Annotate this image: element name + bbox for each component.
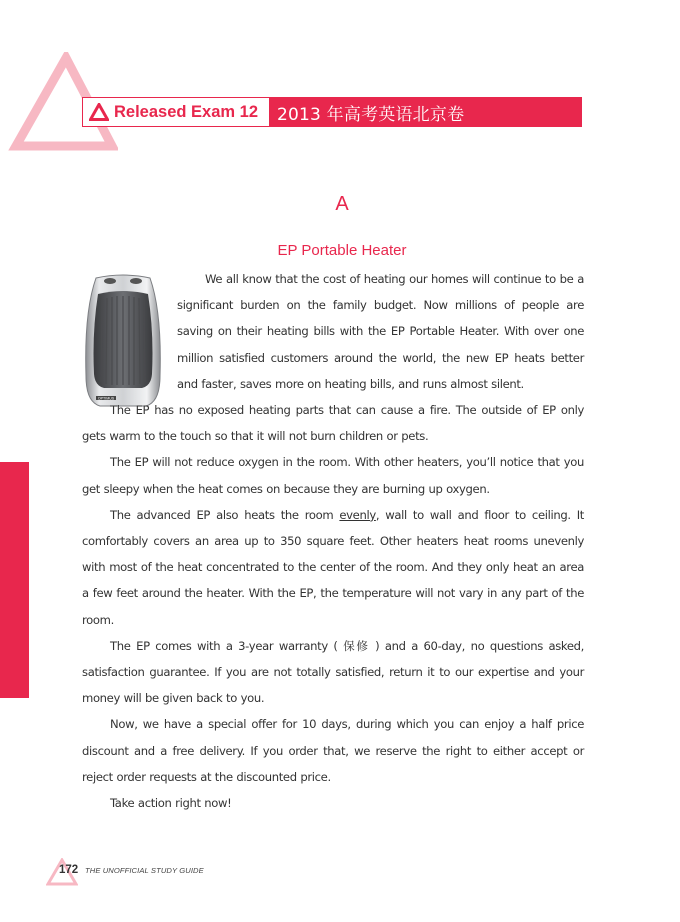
paragraph-2: The EP has no exposed heating parts that can cause a fire. The outside of EP only gets warm to the touch so that it will not burn children or pets. bbox=[82, 403, 584, 444]
paragraph-6: Now, we have a special offer for 10 days, during which you can enjoy a half price discount and a free delivery. If you order that, we reserve the right to either accept or reject order requests at the discounted price. bbox=[82, 717, 584, 784]
image-spacer bbox=[82, 266, 177, 397]
paragraph-4-start: The advanced EP also heats the room bbox=[110, 507, 334, 522]
article-body bbox=[82, 266, 584, 816]
exam-title: 2013 年高考英语北京卷 bbox=[277, 104, 465, 125]
paragraph-3: The EP will not reduce oxygen in the room. With other heaters, you’ll notice that you get sleepy when the heat comes on because they are burning up oxygen. bbox=[82, 455, 584, 496]
exam-title-box bbox=[269, 97, 582, 127]
page-number: 172 bbox=[59, 864, 79, 876]
heater-brand-text: OPTIMUS bbox=[97, 396, 115, 401]
underlined-word-evenly: evenly bbox=[339, 507, 376, 522]
exam-label: Released Exam 12 bbox=[114, 102, 259, 121]
section-letter: A bbox=[335, 193, 349, 215]
paragraph-1: We all know that the cost of heating our homes will continue to be a significant burden on the family budget. Now millions of people are saving on their heating bills with the EP Portable Heater. With over one million satisfied customers around the world, the new EP heats better and faster, saves more on heating bills, and runs almost silent. bbox=[177, 272, 584, 391]
paragraph-7: Take action right now! bbox=[110, 796, 232, 811]
paragraph-5: The EP comes with a 3-year warranty ( 保修 ) and a 60-day, no questions asked, satisfaction guarantee. If you are not totally satisfied, return it to our expertise and your money will be given back to you. bbox=[82, 638, 584, 706]
side-tab bbox=[0, 462, 29, 698]
paragraph-4 bbox=[82, 502, 584, 633]
article-title: EP Portable Heater bbox=[277, 242, 407, 259]
page-footer bbox=[46, 858, 246, 886]
triangle-warning-icon bbox=[89, 103, 109, 121]
exam-label-box bbox=[83, 98, 265, 126]
paragraph-4-rest: , wall to wall and floor to ceiling. It comfortably covers an area up to 350 square feet. Other heaters heat rooms unevenly with most of the heat concentrated to the center of the room. And they only heat an area a few feet around the heater. With the EP, the temperature will not vary in any part of the room. bbox=[82, 507, 584, 627]
guide-title: THE UNOFFICIAL STUDY GUIDE bbox=[85, 866, 204, 875]
exam-header bbox=[82, 97, 582, 127]
